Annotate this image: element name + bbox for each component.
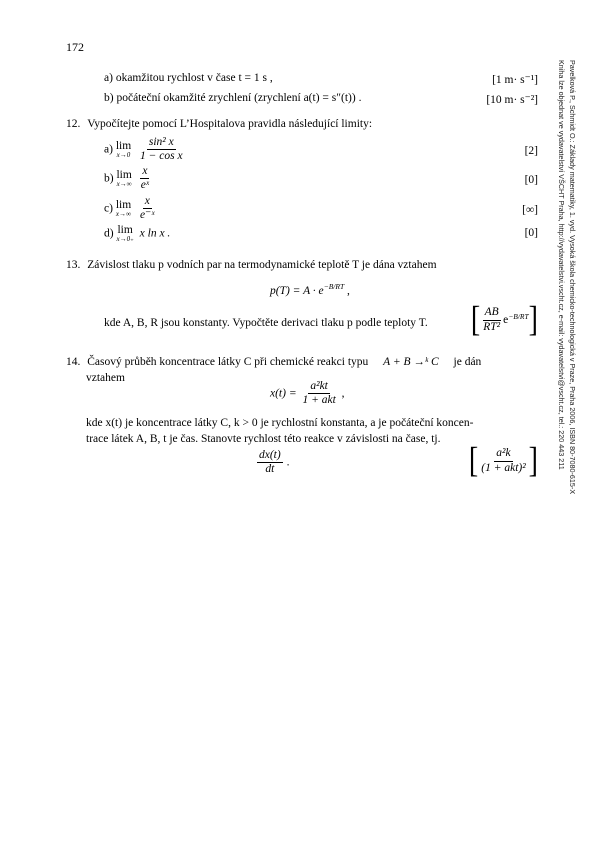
item12-c-answer: [∞] — [522, 204, 538, 216]
lim-operator: lim x→∞ — [116, 169, 132, 189]
item11-b-label: b) — [104, 92, 114, 104]
item14-derivative: $\frac{dx(t)}{dt}$ . — [259, 449, 290, 476]
item12-d-answer: [0] — [524, 227, 538, 239]
item14-text3: kde x(t) je koncentrace látky C, k > 0 je rychlostní konstanta, a je počáteční koncen- — [86, 417, 474, 429]
item13-answer: [ $\frac{AB}{\text{RT²}}$ e $^{-B/RT}$ ] — [470, 299, 538, 340]
item11-a-answer: [1 m· s⁻¹] — [492, 74, 538, 86]
item12-text: Vypočítejte pomocí L’Hospitalova pravidla následující limity: — [87, 118, 373, 130]
item12-c-fraction: $\frac{x}{\text{e⁻ˣ}}$ — [140, 195, 155, 222]
item14-answer: [ $\frac{\text{a²k}}{\text{(1 + akt)²}}$ ] — [468, 440, 538, 481]
item12-a-label: a) — [104, 143, 113, 156]
item12-b-answer: [0] — [524, 174, 538, 186]
item14-text: Časový průběh koncentrace látky C při chemické reakci typu — [87, 356, 369, 368]
item11-a-text: okamžitou rychlost v čase t = 1 s , — [115, 72, 273, 84]
item12-a-fraction: $\frac{\text{sin² x}}{\text{1 − cos x}}$ — [140, 136, 183, 163]
page-number: 172 — [66, 40, 84, 54]
lim-operator: lim x→∞ — [115, 199, 132, 219]
item11-a — [104, 72, 273, 84]
item14-text2: vztahem — [86, 372, 125, 384]
item14-text4: trace látek A, B, t je čas. Stanovte rychlost této reakce v závislosti na čase, tj. — [86, 433, 441, 445]
item13-formula: $p(T) = A \cdot e^{-B/RT}$ , — [270, 282, 350, 297]
item12-c — [104, 195, 157, 222]
item12-b — [104, 165, 152, 192]
sidebar-line2: Kniha lze objednat ve vydavatelství VŠCHT Praha, http://vydavatelstvi.vscht.cz, e-mail: vydavatelstvi@vscht.cz, tel.: 220 443 211 — [557, 60, 566, 470]
item12-d-label: d) — [104, 227, 114, 240]
item13-heading — [66, 259, 437, 271]
item12-a — [104, 136, 186, 163]
item12-d — [104, 224, 170, 243]
item12-heading — [66, 118, 372, 130]
item11-a-label: a) — [104, 72, 113, 84]
item14-reaction: A + B →ᵏ C — [383, 356, 439, 368]
item12-number: 12. — [66, 118, 81, 130]
item12-c-label: c) — [104, 202, 113, 215]
sidebar-citation — [556, 60, 578, 494]
item14-number: 14. — [66, 356, 81, 368]
item12-b-fraction: $\frac{x}{\text{eˣ}}$ — [140, 165, 150, 192]
item12-b-label: b) — [104, 172, 114, 185]
lim-operator: lim x→0 — [115, 140, 132, 160]
item13-text: Závislost tlaku p vodních par na termodynamické teplotě T je dána vztahem — [87, 259, 437, 271]
item11-b — [104, 92, 361, 104]
item12-a-answer: [2] — [524, 145, 538, 157]
lim-operator: lim x→0₊ — [116, 224, 134, 243]
item11-b-answer: [10 m· s⁻²] — [486, 94, 538, 106]
item13-number: 13. — [66, 259, 81, 271]
item11-b-text: počáteční okamžité zrychlení (zrychlení a(t) = s″(t)) . — [116, 92, 362, 104]
sidebar-line1: Pavelková P., Schmidt O.: Základy matematiky, 1. vyd. Vysoká škola chemicko-technologická v Praze, Praha 2006, ISBN 80-7080-615-X — [568, 60, 577, 495]
item13-text2: kde A, B, R jsou konstanty. Vypočtěte derivaci tlaku p podle teploty T. — [104, 317, 428, 329]
item14-formula: x(t) = $\frac{\text{a²kt}}{\text{1 + akt}}$ , — [270, 380, 345, 407]
item14-heading — [66, 356, 481, 368]
item14-text-end: je dán — [453, 356, 482, 368]
item12-d-expr: x ln x . — [139, 227, 171, 240]
